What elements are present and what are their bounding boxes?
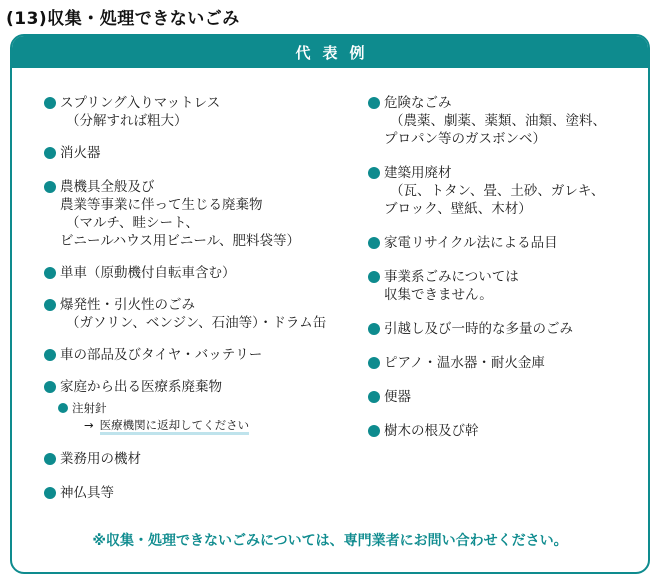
bullet-icon [44,381,56,393]
list-item-text: 農機具全般及び [60,179,155,195]
sub-item-instruction [44,416,344,434]
list-item-text: 業務用の機材 [60,451,141,467]
bullet-icon [368,391,380,403]
bullet-icon [368,323,380,335]
sub-item-label: 注射針 [72,401,107,415]
list-item-text: 農業等事業に伴って生じる廃棄物 [60,197,263,213]
list-item-text: （分解すれば粗大） [66,113,188,129]
list-item-text: 危険なごみ [384,95,452,111]
list-item-text: ビニールハウス用ビニール、肥料袋等） [60,233,301,249]
list-item-text: ピアノ・温水器・耐火金庫 [384,355,545,371]
list-item [368,268,648,304]
sub-list-item [44,400,344,416]
list-item-text: 樹木の根及び幹 [384,423,479,439]
bullet-icon [368,425,380,437]
bullet-icon [44,299,56,311]
footer-note: ※収集・処理できないごみについては、専門業者にお問い合わせください。 [92,533,568,549]
list-item [44,178,344,250]
list-item-text: 消火器 [60,145,101,161]
list-item-text: 便器 [384,389,411,405]
list-item-text: 神仏具等 [60,485,114,501]
bullet-icon [44,487,56,499]
list-item [44,94,344,130]
list-item-text: （ガソリン、ベンジン、石油等）・ドラム缶 [66,315,327,331]
bullet-icon [44,267,56,279]
list-item-text: （マルチ、畦シート、 [66,215,199,231]
list-item [44,484,344,502]
list-item [368,164,648,218]
list-item-text: 事業系ごみについては [384,269,519,285]
left-column [44,94,344,502]
list-item [44,264,344,282]
bullet-icon [44,349,56,361]
bullet-icon [368,271,380,283]
list-item [44,346,344,364]
arrow-right-icon: → [84,418,94,432]
bullet-icon [58,403,68,413]
list-item-text: ブロック、壁紙、木材） [384,201,532,217]
bullet-icon [44,97,56,109]
list-item-text: （瓦、トタン、畳、土砂、ガレキ、 [390,183,605,199]
list-item-text: 収集できません。 [384,287,493,303]
sub-item-action: 医療機関に返却してください [100,418,250,435]
list-item-text: 爆発性・引火性のごみ [60,297,195,313]
bullet-icon [44,181,56,193]
list-item [44,378,344,396]
list-item [368,234,648,252]
bullet-icon [44,453,56,465]
bullet-icon [368,237,380,249]
list-item [44,144,344,162]
examples-banner: 代表例 [12,36,648,68]
list-item-text: スプリング入りマットレス [60,95,221,111]
list-item-text: 家電リサイクル法による品目 [384,235,558,251]
list-item-text: プロパン等のガスボンベ） [384,131,546,147]
list-item [368,388,648,406]
list-item-text: 車の部品及びタイヤ・バッテリー [60,347,263,363]
page-title: (13)収集・処理できないごみ [6,9,240,29]
right-column [368,94,648,440]
list-item [368,422,648,440]
examples-panel [10,34,650,574]
list-item-text: 家庭から出る医療系廃棄物 [60,379,222,395]
list-item [44,450,344,468]
list-item [368,94,648,148]
list-item-text: 単車（原動機付自転車含む） [60,265,236,281]
bullet-icon [368,167,380,179]
list-item-text: 引越し及び一時的な多量のごみ [384,321,573,337]
list-item-text: 建築用廃材 [384,165,452,181]
list-item-text: （農薬、劇薬、薬類、油類、塗料、 [390,113,606,129]
bullet-icon [368,357,380,369]
bullet-icon [368,97,380,109]
list-item [368,354,648,372]
bullet-icon [44,147,56,159]
list-item [368,320,648,338]
list-item [44,296,344,332]
